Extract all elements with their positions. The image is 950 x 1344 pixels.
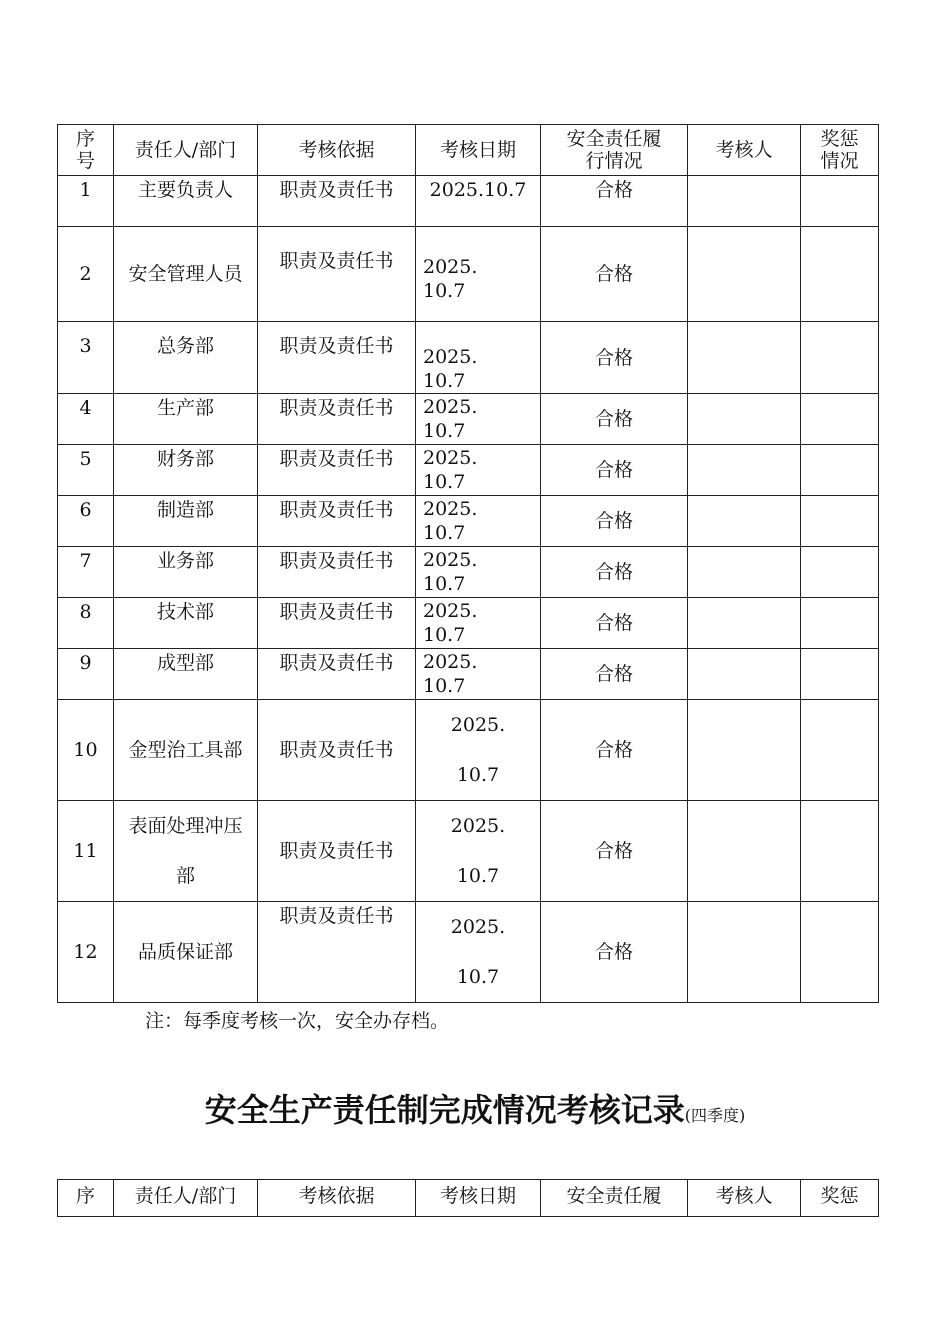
row-basis: 职责及责任书	[258, 902, 416, 1003]
header-date: 考核日期	[416, 1180, 541, 1217]
row-seq: 7	[58, 547, 114, 598]
row-person: 主要负责人	[114, 176, 258, 227]
row-seq: 8	[58, 598, 114, 649]
row-reward	[801, 598, 879, 649]
table-row	[58, 394, 879, 445]
table-row	[58, 496, 879, 547]
header-reward: 奖惩	[801, 1180, 879, 1217]
header-basis: 考核依据	[258, 1180, 416, 1217]
header-person: 责任人/部门	[114, 125, 258, 176]
row-assessor	[688, 547, 801, 598]
table-row	[58, 227, 879, 322]
row-date: 2025.10.7	[416, 801, 541, 902]
row-status: 合格	[541, 176, 688, 227]
row-assessor	[688, 176, 801, 227]
row-reward	[801, 801, 879, 902]
row-reward	[801, 445, 879, 496]
header-status: 安全责任履	[541, 1180, 688, 1217]
row-person: 金型治工具部	[114, 700, 258, 801]
row-seq: 9	[58, 649, 114, 700]
row-reward	[801, 902, 879, 1003]
header-assessor: 考核人	[688, 125, 801, 176]
row-status: 合格	[541, 700, 688, 801]
row-seq: 1	[58, 176, 114, 227]
row-person: 业务部	[114, 547, 258, 598]
row-seq: 3	[58, 322, 114, 394]
row-status: 合格	[541, 547, 688, 598]
row-date: 2025.10.7	[416, 598, 541, 649]
table-row	[58, 700, 879, 801]
section-title-text: 安全生产责任制完成情况考核记录	[204, 1091, 685, 1129]
row-date: 2025.10.7	[416, 547, 541, 598]
row-seq: 10	[58, 700, 114, 801]
row-basis: 职责及责任书	[258, 547, 416, 598]
table-row	[58, 598, 879, 649]
table-row	[58, 322, 879, 394]
table-header-row	[58, 1180, 879, 1217]
row-person: 生产部	[114, 394, 258, 445]
row-date: 2025.10.7	[416, 649, 541, 700]
row-basis: 职责及责任书	[258, 496, 416, 547]
row-basis: 职责及责任书	[258, 700, 416, 801]
row-person: 品质保证部	[114, 902, 258, 1003]
row-reward	[801, 322, 879, 394]
row-basis: 职责及责任书	[258, 394, 416, 445]
row-date: 2025.10.7	[416, 902, 541, 1003]
section-title-quarter: (四季度)	[684, 1106, 746, 1125]
row-seq: 12	[58, 902, 114, 1003]
table-note: 注：每季度考核一次，安全办存档。	[145, 1010, 450, 1032]
header-date: 考核日期	[416, 125, 541, 176]
assessment-table-q3	[57, 124, 879, 1003]
row-seq: 2	[58, 227, 114, 322]
row-basis: 职责及责任书	[258, 649, 416, 700]
row-assessor	[688, 700, 801, 801]
table-row	[58, 902, 879, 1003]
row-assessor	[688, 902, 801, 1003]
row-assessor	[688, 598, 801, 649]
row-date: 2025.10.7	[416, 445, 541, 496]
header-person: 责任人/部门	[114, 1180, 258, 1217]
table-row	[58, 445, 879, 496]
header-seq: 序号	[58, 125, 114, 176]
row-status: 合格	[541, 598, 688, 649]
header-assessor: 考核人	[688, 1180, 801, 1217]
row-person: 表面处理冲压部	[114, 801, 258, 902]
row-basis: 职责及责任书	[258, 227, 416, 322]
row-reward	[801, 547, 879, 598]
row-status: 合格	[541, 902, 688, 1003]
row-person: 制造部	[114, 496, 258, 547]
row-seq: 4	[58, 394, 114, 445]
table-row	[58, 649, 879, 700]
row-status: 合格	[541, 445, 688, 496]
header-basis: 考核依据	[258, 125, 416, 176]
row-status: 合格	[541, 801, 688, 902]
row-seq: 5	[58, 445, 114, 496]
assessment-table-q4	[57, 1179, 879, 1217]
header-reward: 奖惩情况	[801, 125, 879, 176]
row-basis: 职责及责任书	[258, 176, 416, 227]
row-reward	[801, 394, 879, 445]
row-date: 2025.10.7	[416, 227, 541, 322]
row-status: 合格	[541, 322, 688, 394]
row-basis: 职责及责任书	[258, 322, 416, 394]
row-basis: 职责及责任书	[258, 445, 416, 496]
table-header-row	[58, 125, 879, 176]
row-reward	[801, 176, 879, 227]
row-reward	[801, 649, 879, 700]
row-seq: 11	[58, 801, 114, 902]
row-person: 技术部	[114, 598, 258, 649]
section-title	[0, 1085, 950, 1131]
row-person: 总务部	[114, 322, 258, 394]
row-person: 财务部	[114, 445, 258, 496]
row-reward	[801, 700, 879, 801]
row-reward	[801, 496, 879, 547]
header-status: 安全责任履行情况	[541, 125, 688, 176]
row-date: 2025.10.7	[416, 496, 541, 547]
row-date: 2025.10.7	[416, 700, 541, 801]
row-person: 安全管理人员	[114, 227, 258, 322]
row-date: 2025.10.7	[416, 322, 541, 394]
row-basis: 职责及责任书	[258, 801, 416, 902]
header-seq: 序	[58, 1180, 114, 1217]
row-assessor	[688, 322, 801, 394]
row-assessor	[688, 496, 801, 547]
row-status: 合格	[541, 649, 688, 700]
row-basis: 职责及责任书	[258, 598, 416, 649]
row-date: 2025.10.7	[416, 176, 541, 227]
row-seq: 6	[58, 496, 114, 547]
row-status: 合格	[541, 496, 688, 547]
row-assessor	[688, 227, 801, 322]
row-assessor	[688, 801, 801, 902]
row-reward	[801, 227, 879, 322]
row-assessor	[688, 394, 801, 445]
row-assessor	[688, 445, 801, 496]
table-row	[58, 547, 879, 598]
row-status: 合格	[541, 394, 688, 445]
row-person: 成型部	[114, 649, 258, 700]
row-date: 2025.10.7	[416, 394, 541, 445]
table-row	[58, 176, 879, 227]
row-status: 合格	[541, 227, 688, 322]
row-assessor	[688, 649, 801, 700]
table-row	[58, 801, 879, 902]
